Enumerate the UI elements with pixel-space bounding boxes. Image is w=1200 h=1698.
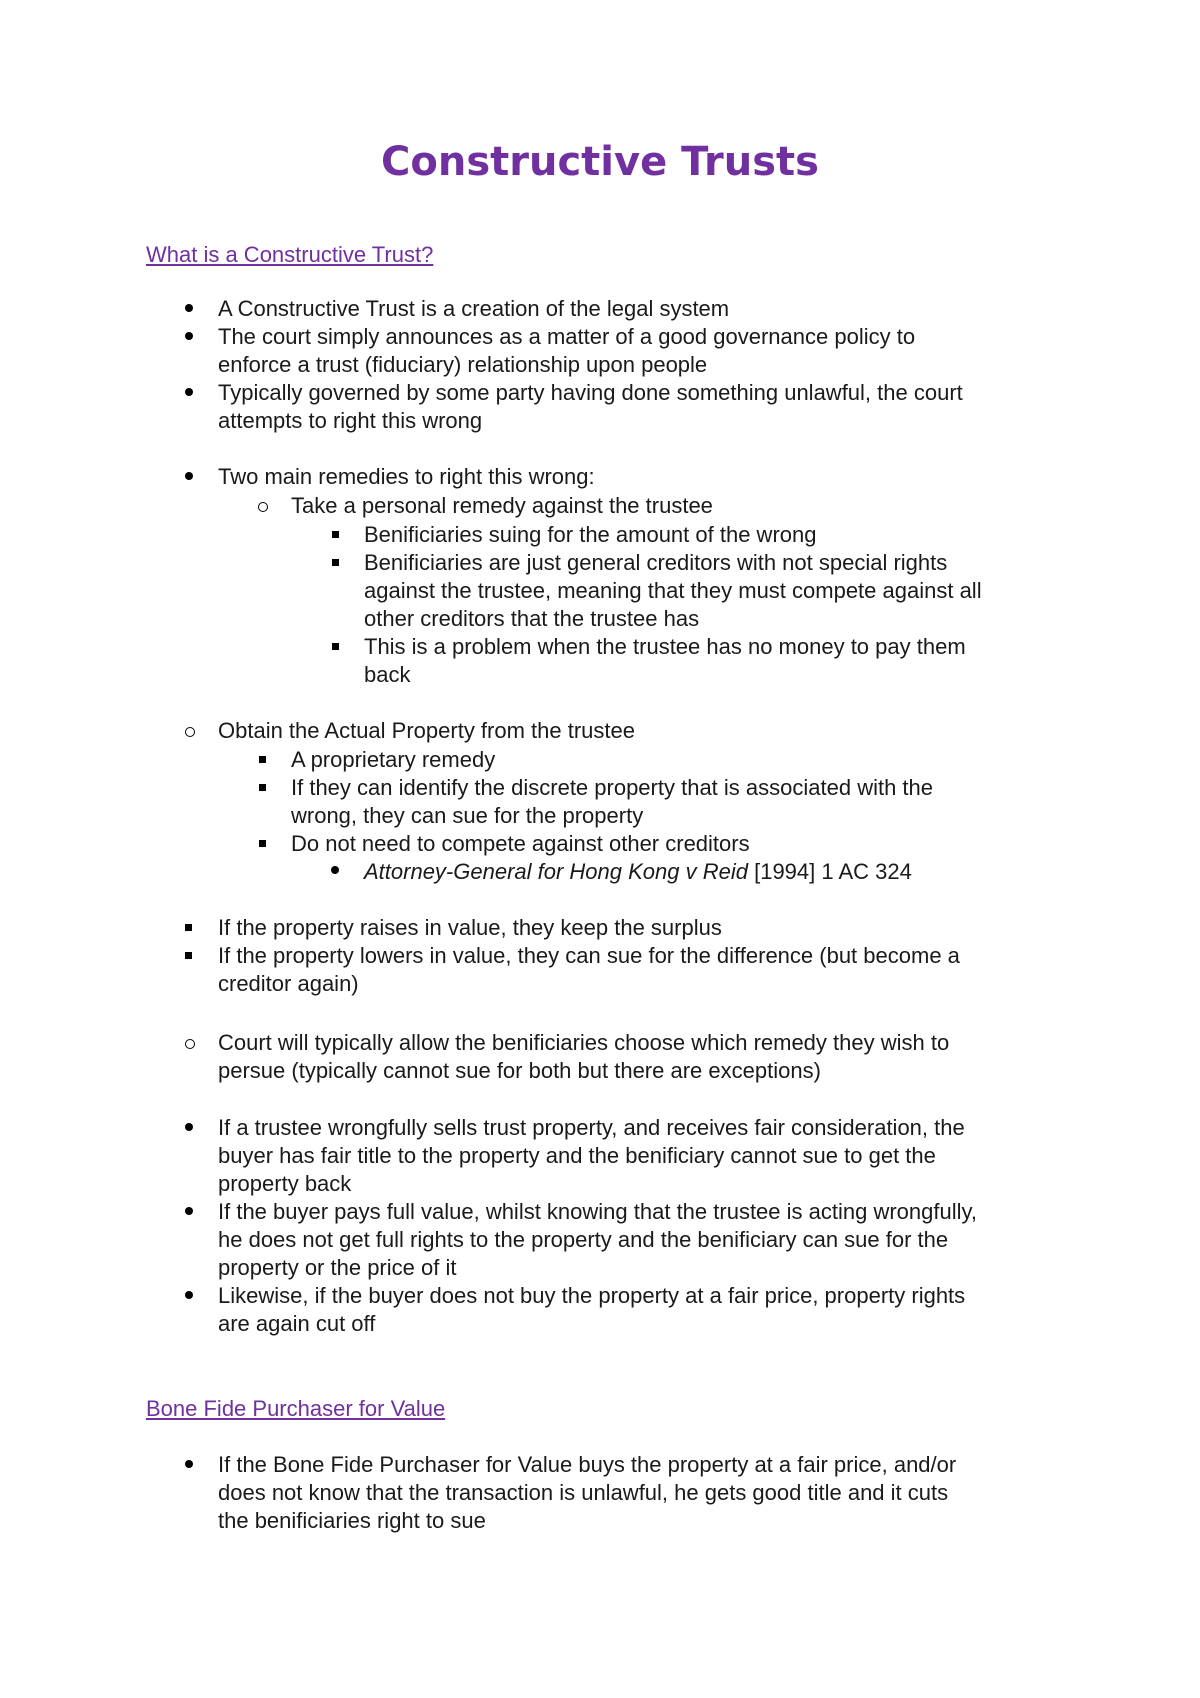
list-item: Benificiaries are just general creditors with not special rights [364, 550, 948, 575]
list-item: Take a personal remedy against the trustee [291, 493, 713, 518]
list-item-continuation: creditor again) [218, 971, 359, 996]
bullet-dot-icon [185, 304, 193, 312]
bullet-square-icon [259, 840, 266, 847]
bullet-square-icon [185, 924, 192, 931]
list-item: If a trustee wrongfully sells trust property, and receives fair consideration, the [218, 1115, 965, 1140]
case-citation [364, 858, 912, 886]
list-item-continuation: does not know that the transaction is unlawful, he gets good title and it cuts [218, 1480, 949, 1505]
bullet-dot-icon [185, 1207, 193, 1215]
list-item-continuation: buyer has fair title to the property and the benificiary cannot sue to get the [218, 1143, 936, 1168]
list-item: Typically governed by some party having done something unlawful, the court [218, 380, 963, 405]
list-item: This is a problem when the trustee has no money to pay them [364, 634, 966, 659]
list-item: Obtain the Actual Property from the trustee [218, 718, 635, 743]
list-item-continuation: persue (typically cannot sue for both but there are exceptions) [218, 1058, 821, 1083]
bullet-dot-icon [185, 1460, 193, 1468]
section-heading-bone-fide: Bone Fide Purchaser for Value [146, 1396, 446, 1421]
bullet-dot-icon [185, 1123, 193, 1131]
list-item-continuation: he does not get full rights to the property and the benificiary can sue for the [218, 1227, 949, 1252]
list-item: If the buyer pays full value, whilst knowing that the trustee is acting wrongfully, [218, 1199, 977, 1224]
list-item: Do not need to compete against other creditors [291, 831, 750, 856]
list-item-continuation: attempts to right this wrong [218, 408, 483, 433]
list-item-continuation: enforce a trust (fiduciary) relationship upon people [218, 352, 708, 377]
list-item-continuation: the benificiaries right to sue [218, 1508, 486, 1533]
list-item-continuation: against the trustee, meaning that they must compete against all [364, 578, 982, 603]
bullet-circle-icon [258, 502, 268, 512]
list-item: If they can identify the discrete property that is associated with the [291, 775, 934, 800]
list-item-continuation: back [364, 662, 411, 687]
list-item: Court will typically allow the benificiaries choose which remedy they wish to [218, 1030, 950, 1055]
list-item: A Constructive Trust is a creation of the legal system [218, 296, 730, 321]
list-item: If the property raises in value, they keep the surplus [218, 915, 722, 940]
case-reference: [1994] 1 AC 324 [747, 859, 912, 884]
bullet-circle-icon [185, 727, 195, 737]
case-name: Attorney-General for Hong Kong v Reid [364, 859, 748, 884]
bullet-dot-icon [185, 472, 193, 480]
list-item: Likewise, if the buyer does not buy the property at a fair price, property rights [218, 1283, 966, 1308]
bullet-dot-icon [331, 866, 339, 874]
bullet-dot-icon [185, 388, 193, 396]
bullet-square-icon [259, 756, 266, 763]
list-item-continuation: property or the price of it [218, 1255, 457, 1280]
bullet-square-icon [332, 531, 339, 538]
section-heading-what-is: What is a Constructive Trust? [146, 242, 434, 267]
bullet-circle-icon [185, 1039, 195, 1049]
page-title: Constructive Trusts [381, 139, 819, 185]
list-item: Benificiaries suing for the amount of the wrong [364, 522, 817, 547]
bullet-square-icon [332, 559, 339, 566]
bullet-square-icon [185, 952, 192, 959]
list-item-continuation: other creditors that the trustee has [364, 606, 700, 631]
bullet-square-icon [259, 784, 266, 791]
list-item: If the Bone Fide Purchaser for Value buys the property at a fair price, and/or [218, 1452, 957, 1477]
list-item: The court simply announces as a matter of a good governance policy to [218, 324, 916, 349]
list-item-continuation: wrong, they can sue for the property [291, 803, 644, 828]
list-item-continuation: are again cut off [218, 1311, 376, 1336]
bullet-dot-icon [185, 1291, 193, 1299]
bullet-dot-icon [185, 332, 193, 340]
list-item: Two main remedies to right this wrong: [218, 464, 595, 489]
list-item: A proprietary remedy [291, 747, 496, 772]
list-item: If the property lowers in value, they can sue for the difference (but become a [218, 943, 960, 968]
bullet-square-icon [332, 643, 339, 650]
list-item-continuation: property back [218, 1171, 352, 1196]
